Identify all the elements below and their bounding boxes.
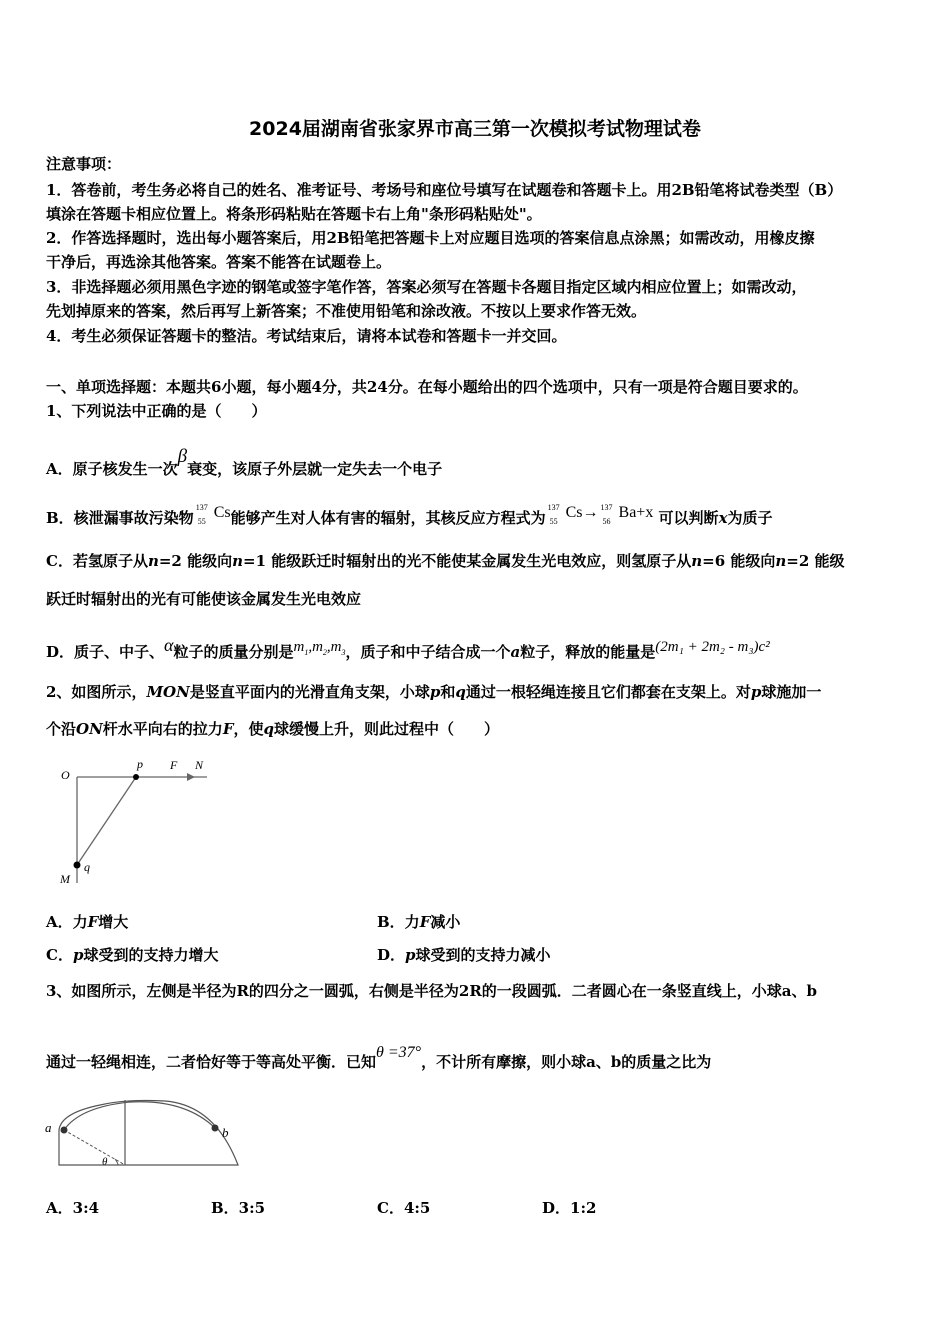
notice-line: 4．考生必须保证答题卡的整洁。考试结束后，请将本试卷和答题卡一并交回。: [46, 327, 567, 345]
section-heading: 一、单项选择题：本题共6小题，每小题4分，共24分。在每小题给出的四个选项中，只有一项是符合题目要求的。: [46, 378, 808, 396]
q2-figure: [55, 755, 215, 890]
q3-figure: [40, 1085, 245, 1170]
q1-stem: 1、下列说法中正确的是（ ）: [46, 402, 267, 420]
notice-line: 先划掉原来的答案，然后再写上新答案；不准使用铅笔和涂改液。不按以上要求作答无效。: [46, 302, 647, 320]
notice-line: 3．非选择题必须用黑色字迹的钢笔或签字笔作答，答案必须写在答题卡各题目指定区域内相应位置上；如需改动，: [46, 278, 807, 296]
q2-stem-line1: 2、如图所示，MON是竖直平面内的光滑直角支架，小球p和q通过一根轻绳连接且它们都套在支架上。对p球施加一: [46, 683, 822, 701]
q3-stem-line2: 通过一轻绳相连，二者恰好等于等高处平衡．已知θ =37°，不计所有摩擦，则小球a、b的质量之比为: [46, 1044, 712, 1071]
q1-option-c: C．若氢原子从n=2 能级向n=1 能级跃迁时辐射出的光不能使某金属发生光电效应，则氢原子从n=6 能级向n=2 能级: [46, 552, 845, 570]
label-O: O: [61, 768, 70, 782]
label-b: b: [222, 1125, 229, 1140]
label-theta: θ: [102, 1156, 108, 1168]
q2-stem-line2: 个沿ON杆水平向右的拉力F，使q球缓慢上升，则此过程中（ ）: [46, 720, 499, 738]
notice-line: 1．答卷前，考生务必将自己的姓名、准考证号、考场号和座位号填写在试题卷和答题卡上。用2B铅笔将试卷类型（B）: [46, 181, 843, 199]
q1-option-b: B．核泄漏事故污染物 137 55 Cs能够产生对人体有害的辐射，其核反应方程式为 137 55 Cs→ 137 56 Ba+x 可以判断x为质子: [46, 503, 773, 527]
label-p: p: [137, 757, 143, 771]
q3-option-c: C．4:5: [377, 1199, 431, 1217]
notice-line: 干净后，再选涂其他答案。答案不能答在试题卷上。: [46, 253, 392, 271]
q2-option-a: A．力F增大: [46, 913, 129, 931]
q1-option-c-line2: 跃迁时辐射出的光有可能使该金属发生光电效应: [46, 590, 362, 608]
q3-option-b: B．3:5: [211, 1199, 266, 1217]
q1-option-d: D．质子、中子、α粒子的质量分别是$m_1,m_2,m_3$，质子和中子结合成一个a粒子，释放的能量是(2m₁ + 2m₂ - m₃)c²: [46, 635, 770, 661]
notice-line: 2．作答选择题时，选出每小题答案后，用2B铅笔把答题卡上对应题目选项的答案信息点涂黑；如需改动，用橡皮擦: [46, 229, 815, 247]
notice-line: 填涂在答题卡相应位置上。将条形码粘贴在答题卡右上角"条形码粘贴处"。: [46, 205, 542, 223]
label-N: N: [195, 758, 204, 772]
label-F: F: [170, 758, 178, 772]
label-a: a: [45, 1120, 52, 1135]
page-title: 2024届湖南省张家界市高三第一次模拟考试物理试卷: [249, 118, 701, 140]
q2-option-d: D．p球受到的支持力减小: [377, 946, 551, 964]
q3-stem-line1: 3、如图所示，左侧是半径为R的四分之一圆弧，右侧是半径为2R的一段圆弧．二者圆心在一条竖直线上，小球a、b: [46, 982, 818, 1000]
label-M: M: [60, 872, 70, 886]
q1-option-a: A．原子核发生一次β衰变，该原子外层就一定失去一个电子: [46, 446, 443, 478]
q3-option-a: A．3:4: [46, 1199, 100, 1217]
q2-option-b: B．力F减小: [377, 913, 461, 931]
label-q: q: [84, 860, 90, 874]
notice-heading: 注意事项：: [46, 155, 122, 173]
q2-option-c: C．p球受到的支持力增大: [46, 946, 219, 964]
q3-option-d: D．1:2: [542, 1199, 597, 1217]
